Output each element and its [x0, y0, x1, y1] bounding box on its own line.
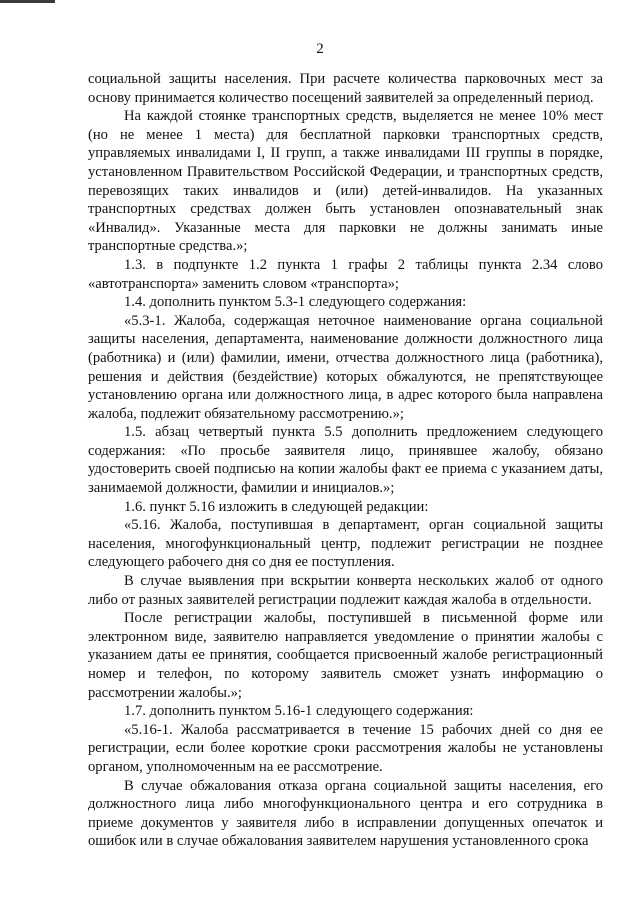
paragraph-item-1-4: 1.4. дополнить пунктом 5.3-1 следующего содержания:	[124, 294, 467, 311]
paragraph: «5.16-1. Жалоба рассматривается в течение 15 рабочих дней со дня ее регистрации, если более короткие сроки рассмотрения жалобы не установлены органом, уполномоченным на ее рассмотрение.	[88, 721, 603, 775]
paragraph-continuation: социальной защиты населения. При расчете количества парковочных мест за основу принимается количество посещений заявителей за определенный период.	[88, 71, 603, 106]
paragraph-item-1-7: 1.7. дополнить пунктом 5.16-1 следующего содержания:	[124, 703, 474, 720]
paragraph: В случае выявления при вскрытии конверта нескольких жалоб от одного либо от разных заявителей регистрации подлежит каждая жалоба в отдельности.	[88, 573, 603, 608]
paragraph: «5.16. Жалоба, поступившая в департамент, орган социальной защиты населения, многофункциональный центр, подлежит регистрации не позднее следующего рабочего дня со дня ее поступления.	[88, 517, 603, 571]
paragraph: «5.3-1. Жалоба, содержащая неточное наименование органа социальной защиты населения, департамента, наименование должности должностного лица (работника) и (или) фамилии, имени, отчества должностного лица (работника), решения и действия (бездействие) которых обжалуются, не препятствующее установлению органа или должностного лица, в адрес которого была направлена жалоба, подлежит обязательному рассмотрению.»;	[88, 312, 603, 422]
paragraph: После регистрации жалобы, поступившей в письменной форме или электронном виде, заявителю направляется уведомление о принятии жалобы с указанием даты ее принятия, сообщается присвоенный жалобе регистрационный номер и телефон, по которому заявитель сможет узнать информацию о рассмотрении жалобы.»;	[88, 610, 603, 701]
document-body	[88, 70, 603, 851]
paragraph: В случае обжалования отказа органа социальной защиты населения, его должностного лица либо многофункционального центра и его сотрудника в приеме документов у заявителя либо в исправлении допущенных опечаток и ошибок или в случае обжалования заявителем нарушения установленного срока	[88, 777, 603, 850]
paragraph: На каждой стоянке транспортных средств, выделяется не менее 10% мест (но не менее 1 места) для бесплатной парковки транспортных средств, управляемых инвалидами I, II групп, а также инвалидами III группы в порядке, установленном Правительством Российской Федерации, и транспортных средств, перевозящих таких инвалидов и (или) детей-инвалидов. На указанных транспортных средствах должен быть установлен опознавательный знак «Инвалид». Указанные места для парковки не должны занимать иные транспортные средства.»;	[88, 108, 603, 255]
paragraph-item-1-3: 1.3. в подпункте 1.2 пункта 1 графы 2 таблицы пункта 2.34 слово «автотранспорта» заменить словом «транспорта»;	[88, 256, 603, 292]
paragraph-item-1-5: 1.5. абзац четвертый пункта 5.5 дополнить предложением следующего содержания: «По просьбе заявителя лицо, принявшее жалобу, обязано удостоверить своей подписью на копии жалобы факт ее приема с указанием даты, занимаемой должности, фамилии и инициалов.»;	[88, 424, 603, 497]
paragraph-item-1-6: 1.6. пункт 5.16 изложить в следующей редакции:	[124, 498, 429, 515]
scan-edge-mark	[0, 0, 55, 3]
page-number: 2	[316, 41, 324, 57]
